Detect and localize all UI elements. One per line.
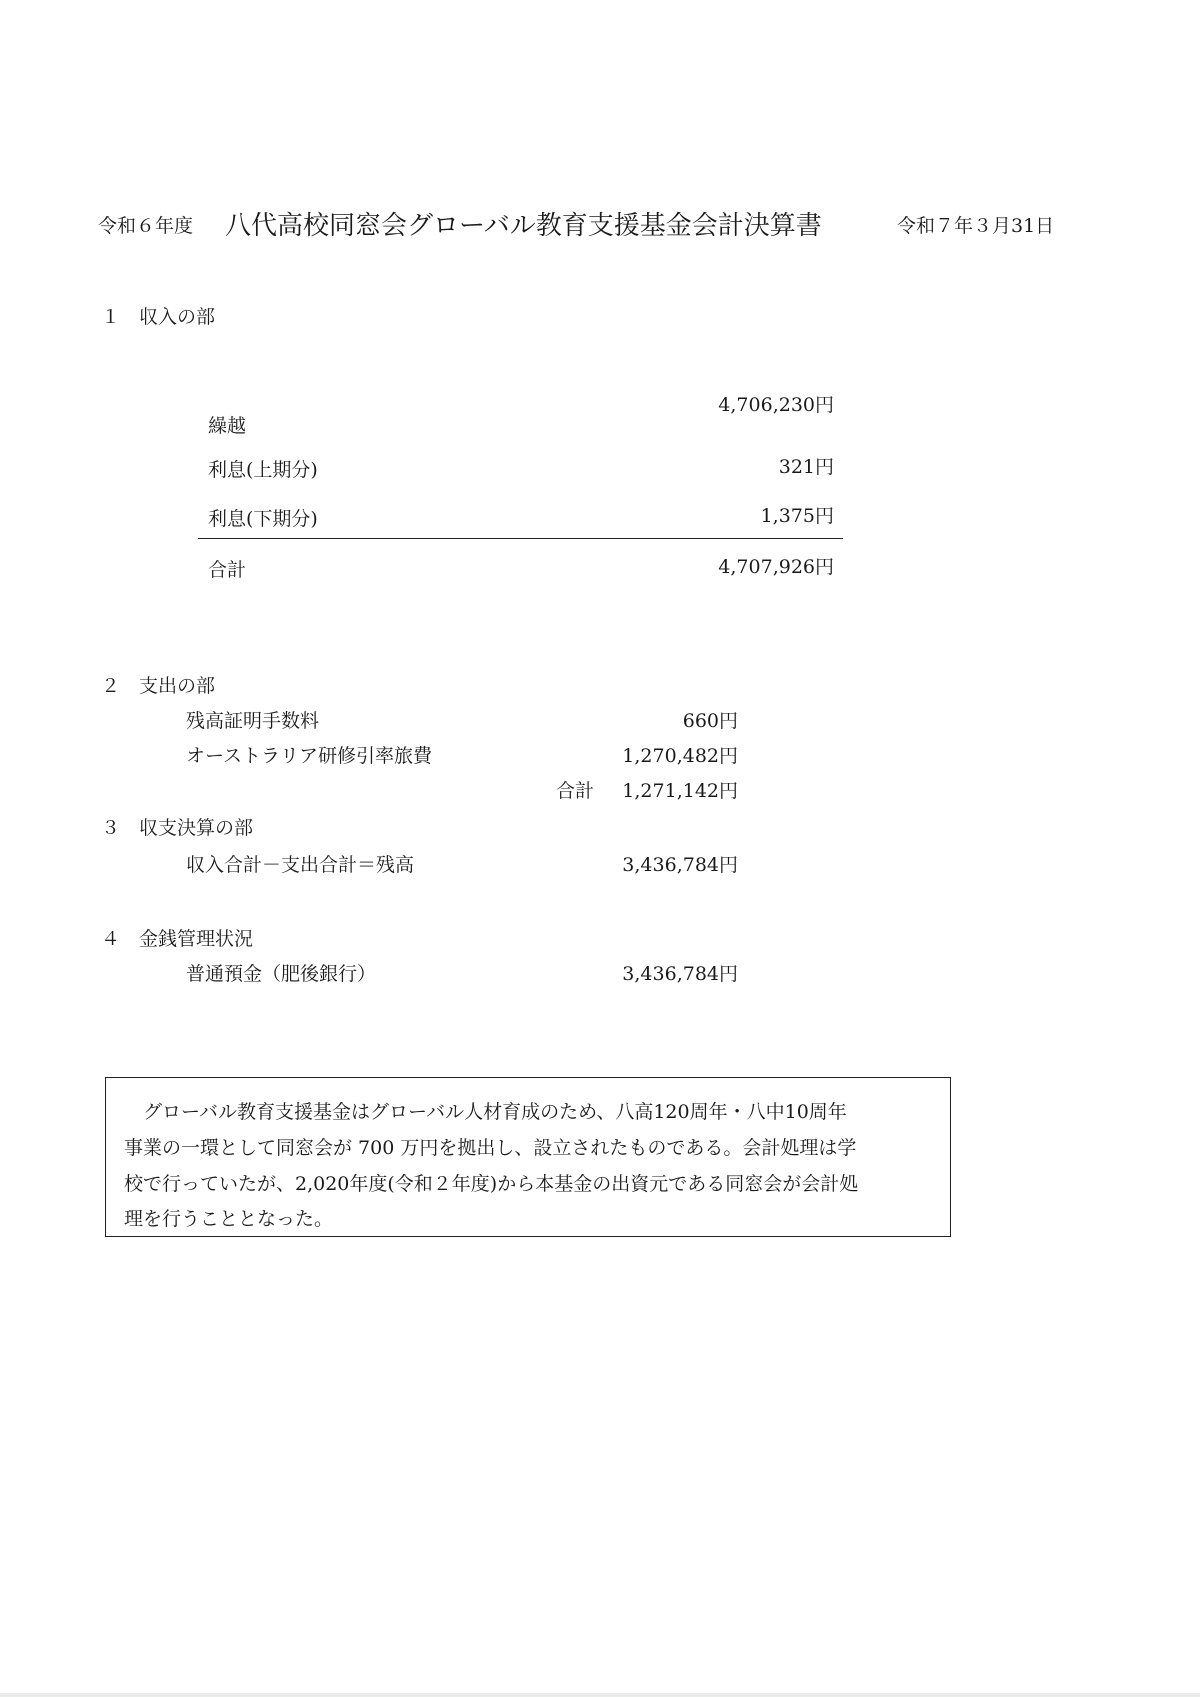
income-total-amount: 4,707,926円	[718, 556, 834, 578]
income-row-amount: 321円	[778, 456, 834, 478]
notice-line: グローバル教育支援基金はグローバル人材育成のため、八高120周年・八中10周年	[124, 1101, 847, 1123]
income-row-label: 利息(上期分)	[208, 459, 318, 481]
income-row-amount: 4,706,230円	[718, 394, 834, 416]
document-date: 令和７年３月31日	[897, 215, 1055, 237]
income-heading: １ 収入の部	[101, 306, 216, 328]
notice-line: 理を行うこととなった。	[124, 1208, 334, 1230]
account-label: 普通預金（肥後銀行）	[186, 963, 377, 985]
account-heading: ４ 金銭管理状況	[101, 928, 254, 950]
income-row-amount: 1,375円	[760, 505, 834, 527]
page-bottom-edge	[0, 1693, 1200, 1697]
balance-formula-label: 収入合計－支出合計＝残高	[186, 854, 415, 876]
expense-heading: ２ 支出の部	[101, 675, 216, 697]
fiscal-year: 令和６年度	[98, 215, 194, 237]
notice-line: 事業の一環として同窓会が 700 万円を拠出し、設立されたものである。会計処理は学	[124, 1137, 857, 1159]
notice-line: 校で行っていたが、2,020年度(令和２年度)から本基金の出資元である同窓会が会計処	[124, 1173, 859, 1195]
income-total-label: 合計	[208, 559, 247, 581]
page-title: 八代高校同窓会グローバル教育支援基金会計決算書	[225, 211, 822, 241]
income-total-divider	[198, 538, 843, 539]
expense-row-label: オーストラリア研修引率旅費	[186, 745, 433, 767]
balance-amount: 3,436,784円	[622, 854, 738, 876]
account-amount: 3,436,784円	[622, 963, 738, 985]
expense-row-label: 残高証明手数料	[186, 710, 320, 732]
expense-row-amount: 1,270,482円	[622, 745, 738, 767]
fund-notice-box	[105, 1077, 951, 1237]
income-row-label: 繰越	[208, 415, 247, 437]
expense-row-amount: 660円	[682, 710, 738, 732]
balance-heading: ３ 収支決算の部	[101, 817, 254, 839]
expense-total-label: 合計	[556, 780, 595, 802]
income-row-label: 利息(下期分)	[208, 508, 318, 530]
expense-total-amount: 1,271,142円	[622, 780, 738, 802]
